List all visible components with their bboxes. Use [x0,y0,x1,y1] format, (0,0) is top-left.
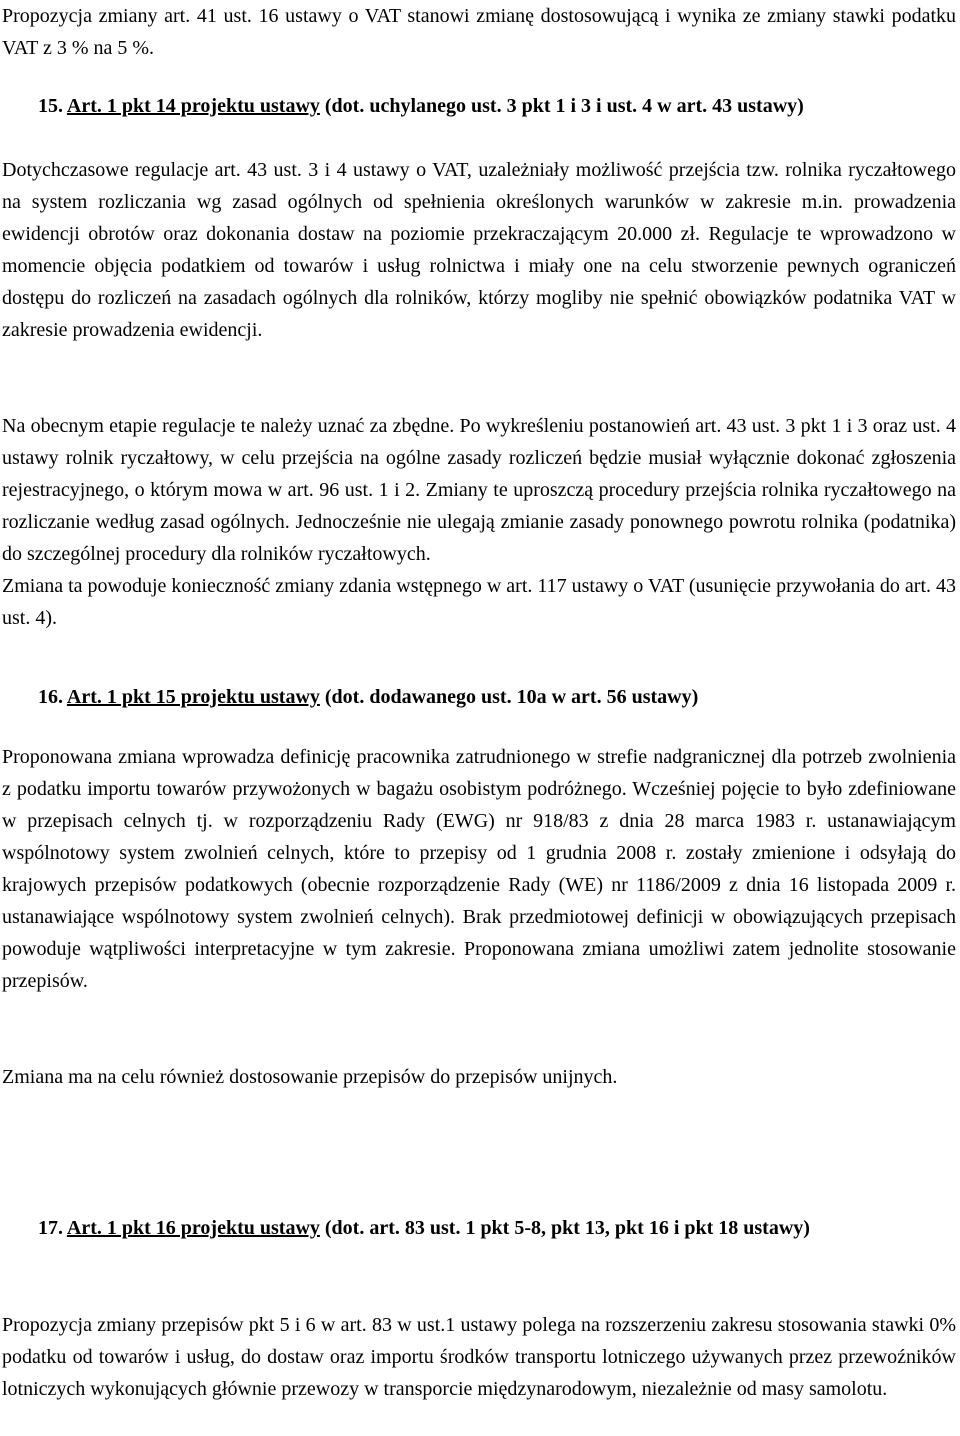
section-17-heading-suffix: (dot. art. 83 ust. 1 pkt 5-8, pkt 13, pkt 16 i pkt 18 ustawy) [319,1217,810,1239]
section-16-paragraph-2: Zmiana ma na celu również dostosowanie przepisów do przepisów unijnych. [2,1066,618,1088]
section-16-article-reference: Art. 1 pkt 15 projektu ustawy [66,686,320,708]
section-15-heading [38,90,918,122]
intro-paragraph: Propozycja zmiany art. 41 ust. 16 ustawy o VAT stanowi zmianę dostosowującą i wynika ze zmiany stawki podatku VAT z 3 % na 5 %. [2,5,956,59]
section-15-number: 15. [38,95,67,117]
section-15-article-reference: Art. 1 pkt 14 projektu ustawy [66,95,320,117]
section-15-paragraph-3: Zmiana ta powoduje konieczność zmiany zdania wstępnego w art. 117 ustawy o VAT (usunięcie przywołania do art. 43 ust. 4). [2,575,957,629]
section-16-paragraph-1: Proponowana zmiana wprowadza definicję pracownika zatrudnionego w strefie nadgranicznej dla potrzeb zwolnienia z podatku importu towarów przywożonych w bagażu osobistym podróżnego. Wcześniej pojęcie to było zdefiniowane w przepisach celnych tj. w rozporządzeniu Rady (EWG) nr 918/83 z dnia 28 marca 1983 r. ustanawiającym wspólnotowy system zwolnień celnych, które to przepisy od 1 grudnia 2008 r. zostały zmienione i odsyłają do krajowych przepisów podatkowych (obecnie rozporządzenie Rady (WE) nr 1186/2009 z dnia 16 listopada 2009 r. ustanawiające wspólnotowy system zwolnień celnych). Brak przedmiotowej definicji w obowiązujących przepisach powoduje wątpliwości interpretacyjne w tym zakresie. Proponowana zmiana umożliwi zatem jednolite stosowanie przepisów. [2,746,956,992]
section-17-article-reference: Art. 1 pkt 16 projektu ustawy [66,1217,320,1239]
section-16-heading-suffix: (dot. dodawanego ust. 10a w art. 56 ustawy) [319,686,699,708]
section-15-paragraph-1: Dotychczasowe regulacje art. 43 ust. 3 i 4 ustawy o VAT, uzależniały możliwość przejścia tzw. rolnika ryczałtowego na system rozliczania wg zasad ogólnych od spełnienia określonych warunków w zakresie m.in. prowadzenia ewidencji obrotów oraz dokonania dostaw na poziomie przekraczającym 20.000 zł. Regulacje te wprowadzono w momencie objęcia podatkiem od towarów i usług rolnictwa i miały one na celu stworzenie pewnych ograniczeń dostępu do rozliczeń na zasadach ogólnych dla rolników, którzy mogliby nie spełnić obowiązków podatnika VAT w zakresie prowadzenia ewidencji. [2,159,956,341]
section-15-heading-suffix: (dot. uchylanego ust. 3 pkt 1 i 3 i ust. 4 w art. 43 ustawy) [319,95,804,117]
section-17-number: 17. [38,1217,67,1239]
section-16-heading [38,681,918,713]
section-15-paragraph-2: Na obecnym etapie regulacje te należy uznać za zbędne. Po wykreśleniu postanowień art. 43 ust. 3 pkt 1 i 3 oraz ust. 4 ustawy rolnik ryczałtowy, w celu przejścia na ogólne zasady rozliczeń będzie musiał wyłącznie dokonać zgłoszenia rejestracyjnego, o którym mowa w art. 96 ust. 1 i 2. Zmiany te uproszczą procedury przejścia rolnika ryczałtowego na rozliczanie według zasad ogólnych. Jednocześnie nie ulegają zmianie zasady ponownego powrotu rolnika (podatnika) do szczególnej procedury dla rolników ryczałtowych. [2,415,956,565]
section-17-paragraph-1: Propozycja zmiany przepisów pkt 5 i 6 w art. 83 w ust.1 ustawy polega na rozszerzeniu zakresu stosowania stawki 0% podatku od towarów i usług, do dostaw oraz importu środków transportu lotniczego używanych przez przewoźników lotniczych wykonujących głównie przewozy w transporcie międzynarodowym, niezależnie od masy samolotu. [2,1314,956,1400]
section-16-number: 16. [38,686,67,708]
section-17-heading [38,1212,918,1244]
